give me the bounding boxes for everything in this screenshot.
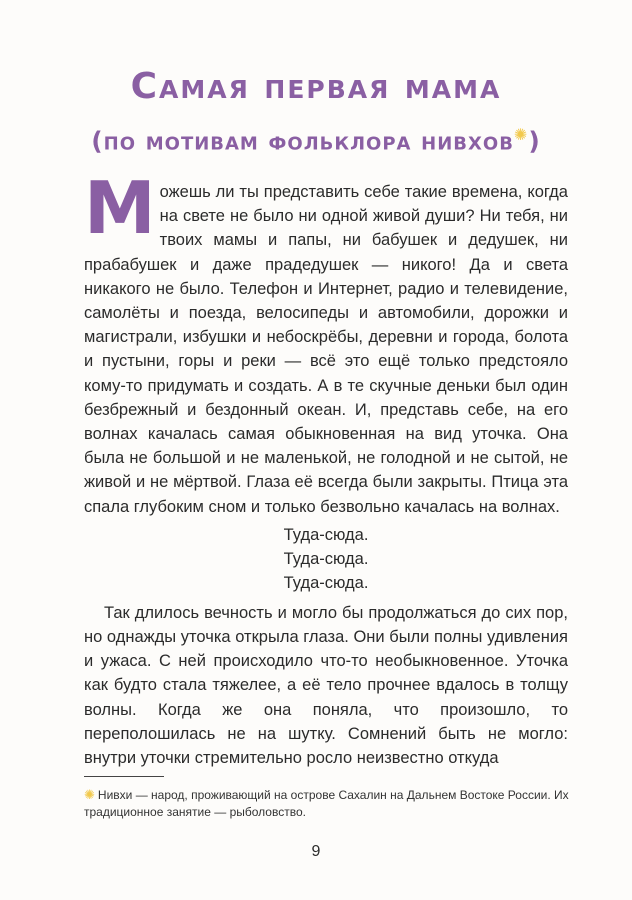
page-title: Самая первая мама — [130, 66, 502, 107]
story-body — [84, 166, 568, 770]
paragraph-1 — [84, 166, 568, 519]
footnote — [84, 786, 574, 821]
verse-line: Туда-сюда. — [283, 573, 369, 592]
page-subtitle — [0, 125, 632, 155]
verse — [84, 523, 568, 595]
footnote-star-icon: ✺ — [513, 125, 529, 144]
paragraph-1-text: ожешь ли ты представить себе такие времена, когда на свете не было ни одной живой души? Ни тебя, ни твоих мамы и папы, ни бабушек и дедушек, ни прабабушек и даже прадедушек — никого! Да и света никакого не было. Телефон и Интернет, радио и телевидение, самолёты и поезда, велосипеды и автомобили, дорожки и магистрали, избушки и небоскрёбы, деревни и города, болота и пустыни, горы и реки — всё это ещё только предстояло кому-то придумать и создать. А в те скучные деньки был один безбрежный и бездонный океан. И, представь себе, на его волнах качалась самая обыкновенная на вид уточка. Она была не большой и не маленькой, не голодной и не сытой, не живой и не мёртвой. Глаза её всегда были закрыты. Птица эта спала глубоким сном и только безвольно качалась на волнах. — [84, 183, 568, 516]
paragraph-2: Так длилось вечность и могло бы продолжаться до сих пор, но однажды уточка открыла глаза. Они были полны удивления и ужаса. С ней происходило что-то необыкновенное. Уточка как будто стала тяжелее, а её тело прочнее вдалось в толщу волны. Когда же она поняла, что произошло, то переполошилась не на шутку. Сомнений быть не могло: внутри уточки стремительно росло неизвестно откуда — [84, 603, 568, 768]
footnote-marker-icon: ✺ — [84, 787, 95, 802]
verse-line: Туда-сюда. — [283, 549, 369, 568]
drop-cap: М — [84, 166, 156, 250]
footnote-text: Нивхи — народ, проживающий на острове Сахалин на Дальнем Востоке России. Их традиционное занятие — рыболовство. — [84, 788, 569, 819]
footnote-divider — [84, 776, 164, 777]
verse-line: Туда-сюда. — [283, 525, 369, 544]
page-number: 9 — [311, 843, 321, 860]
subtitle-text: (по мотивам фольклора нивхов — [91, 126, 514, 156]
subtitle-close: ) — [528, 126, 541, 156]
